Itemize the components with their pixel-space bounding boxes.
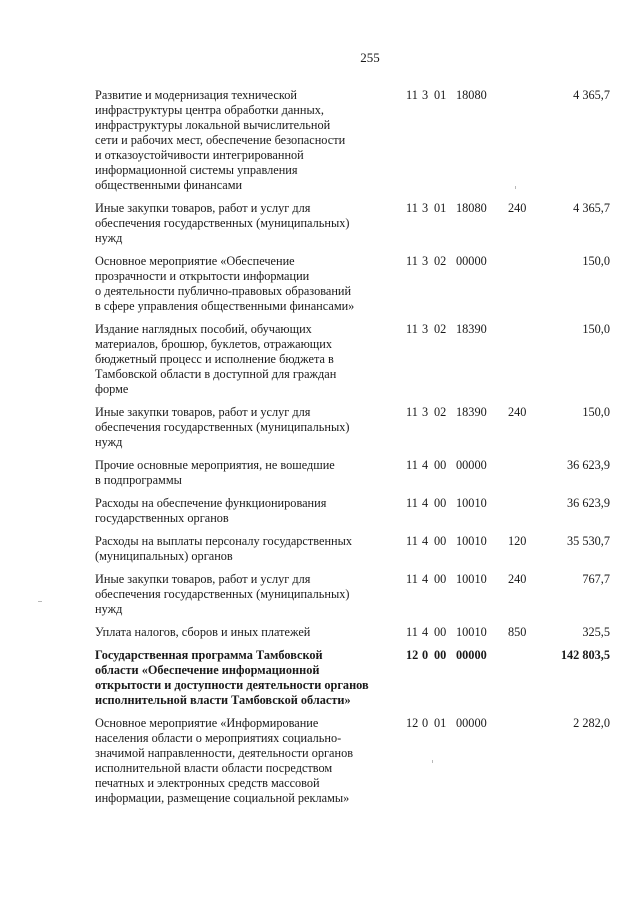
row-name: Иные закупки товаров, работ и услуг для обеспечения государственных (муниципальных) нужд bbox=[95, 572, 350, 616]
code-section: 11 bbox=[406, 625, 418, 639]
code-section: 12 bbox=[406, 648, 419, 662]
row-name: Государственная программа Тамбовской области «Обеспечение информационной открытости и доступности деятельности органов исполнительной власти Тамбовской области» bbox=[95, 648, 369, 707]
row-amount: 36 623,9 bbox=[566, 458, 610, 472]
table-row bbox=[95, 201, 615, 246]
code-subprogram: 4 bbox=[422, 458, 429, 472]
expense-type: 240 bbox=[508, 201, 527, 215]
code-direction: 18080 bbox=[456, 201, 487, 215]
expense-type: 850 bbox=[508, 625, 527, 639]
code-activity: 01 bbox=[434, 716, 447, 730]
code-section: 11 bbox=[406, 534, 418, 548]
code-direction: 10010 bbox=[456, 625, 487, 639]
code-subprogram: 0 bbox=[422, 648, 429, 662]
code-activity: 02 bbox=[434, 322, 447, 336]
code-section: 11 bbox=[406, 254, 418, 268]
row-code bbox=[406, 716, 498, 731]
table-row bbox=[95, 254, 615, 314]
row-amount: 4 365,7 bbox=[573, 201, 610, 215]
row-code bbox=[406, 458, 498, 473]
code-subprogram: 3 bbox=[422, 405, 429, 419]
code-activity: 01 bbox=[434, 88, 447, 102]
code-subprogram: 3 bbox=[422, 322, 429, 336]
row-code bbox=[406, 201, 498, 216]
code-subprogram: 0 bbox=[422, 716, 429, 730]
code-section: 11 bbox=[406, 322, 418, 336]
table-row bbox=[95, 648, 615, 708]
code-direction: 10010 bbox=[456, 534, 487, 548]
code-direction: 00000 bbox=[456, 716, 487, 730]
row-name: Издание наглядных пособий, обучающих материалов, брошюр, буклетов, отражающих бюджетный процесс и исполнение бюджета в Тамбовской области в доступной для граждан форме bbox=[95, 322, 337, 396]
row-code bbox=[406, 625, 498, 640]
row-amount: 767,7 bbox=[582, 572, 610, 586]
code-direction: 10010 bbox=[456, 572, 487, 586]
table-row bbox=[95, 322, 615, 397]
row-name: Иные закупки товаров, работ и услуг для обеспечения государственных (муниципальных) нужд bbox=[95, 201, 350, 245]
code-direction: 18080 bbox=[456, 88, 487, 102]
code-subprogram: 4 bbox=[422, 572, 429, 586]
code-subprogram: 4 bbox=[422, 534, 429, 548]
code-activity: 02 bbox=[434, 405, 447, 419]
code-direction: 18390 bbox=[456, 322, 487, 336]
row-amount: 142 803,5 bbox=[560, 648, 610, 662]
row-amount: 150,0 bbox=[582, 405, 610, 419]
code-subprogram: 3 bbox=[422, 254, 429, 268]
row-amount: 325,5 bbox=[582, 625, 610, 639]
row-code bbox=[406, 572, 498, 587]
row-amount: 36 623,9 bbox=[566, 496, 610, 510]
row-name: Прочие основные мероприятия, не вошедшие в подпрограммы bbox=[95, 458, 335, 487]
code-direction: 18390 bbox=[456, 405, 487, 419]
table-row bbox=[95, 405, 615, 450]
code-section: 11 bbox=[406, 572, 418, 586]
row-code bbox=[406, 648, 498, 663]
page-number: 255 bbox=[360, 50, 380, 65]
row-code bbox=[406, 534, 498, 549]
code-subprogram: 4 bbox=[422, 496, 429, 510]
row-amount: 150,0 bbox=[582, 322, 610, 336]
table-row bbox=[95, 716, 615, 806]
code-activity: 00 bbox=[434, 572, 447, 586]
table-row bbox=[95, 458, 615, 488]
row-code bbox=[406, 405, 498, 420]
code-activity: 02 bbox=[434, 254, 447, 268]
code-activity: 00 bbox=[434, 648, 447, 662]
row-name: Развитие и модернизация технической инфраструктуры центра обработки данных, инфраструктуры локальной вычислительной сети и рабочих мест, обеспечение безопасности и отказоустойчивости интегрированной информационной системы управления общественными финансами bbox=[95, 88, 346, 192]
row-name: Основное мероприятие «Обеспечение прозрачности и открытости информации о деятельности публично-правовых образований в сфере управления общественными финансами» bbox=[95, 254, 355, 313]
table-row bbox=[95, 572, 615, 617]
budget-table bbox=[95, 88, 615, 814]
expense-type: 240 bbox=[508, 572, 527, 586]
row-amount: 4 365,7 bbox=[573, 88, 610, 102]
code-subprogram: 3 bbox=[422, 88, 429, 102]
table-row bbox=[95, 88, 615, 193]
code-direction: 00000 bbox=[456, 458, 487, 472]
row-amount: 35 530,7 bbox=[566, 534, 610, 548]
row-code bbox=[406, 254, 498, 269]
expense-type: 120 bbox=[508, 534, 527, 548]
code-section: 12 bbox=[406, 716, 419, 730]
code-subprogram: 4 bbox=[422, 625, 429, 639]
code-direction: 00000 bbox=[456, 254, 487, 268]
row-code bbox=[406, 88, 498, 103]
row-code bbox=[406, 496, 498, 511]
code-section: 11 bbox=[406, 458, 418, 472]
row-name: Расходы на обеспечение функционирования государственных органов bbox=[95, 496, 327, 525]
code-activity: 00 bbox=[434, 496, 447, 510]
code-activity: 00 bbox=[434, 625, 447, 639]
row-name: Иные закупки товаров, работ и услуг для обеспечения государственных (муниципальных) нужд bbox=[95, 405, 350, 449]
row-amount: 2 282,0 bbox=[573, 716, 610, 730]
scan-mark bbox=[38, 601, 42, 602]
scan-mark bbox=[432, 760, 433, 763]
code-direction: 00000 bbox=[456, 648, 487, 662]
row-name: Расходы на выплаты персоналу государственных (муниципальных) органов bbox=[95, 534, 353, 563]
code-subprogram: 3 bbox=[422, 201, 429, 215]
row-code bbox=[406, 322, 498, 337]
scan-mark bbox=[515, 186, 516, 189]
code-direction: 10010 bbox=[456, 496, 487, 510]
code-activity: 00 bbox=[434, 458, 447, 472]
code-section: 11 bbox=[406, 405, 418, 419]
code-section: 11 bbox=[406, 201, 418, 215]
table-row bbox=[95, 496, 615, 526]
table-row bbox=[95, 534, 615, 564]
code-section: 11 bbox=[406, 88, 418, 102]
code-section: 11 bbox=[406, 496, 418, 510]
table-row bbox=[95, 625, 615, 640]
code-activity: 01 bbox=[434, 201, 447, 215]
row-amount: 150,0 bbox=[582, 254, 610, 268]
expense-type: 240 bbox=[508, 405, 527, 419]
row-name: Уплата налогов, сборов и иных платежей bbox=[95, 625, 311, 639]
code-activity: 00 bbox=[434, 534, 447, 548]
row-name: Основное мероприятие «Информирование населения области о мероприятиях социально- значимой направленности, деятельности органов исполнительной власти области посредством печатных и электронных средств массовой информации, размещение социальной рекламы» bbox=[95, 716, 354, 805]
